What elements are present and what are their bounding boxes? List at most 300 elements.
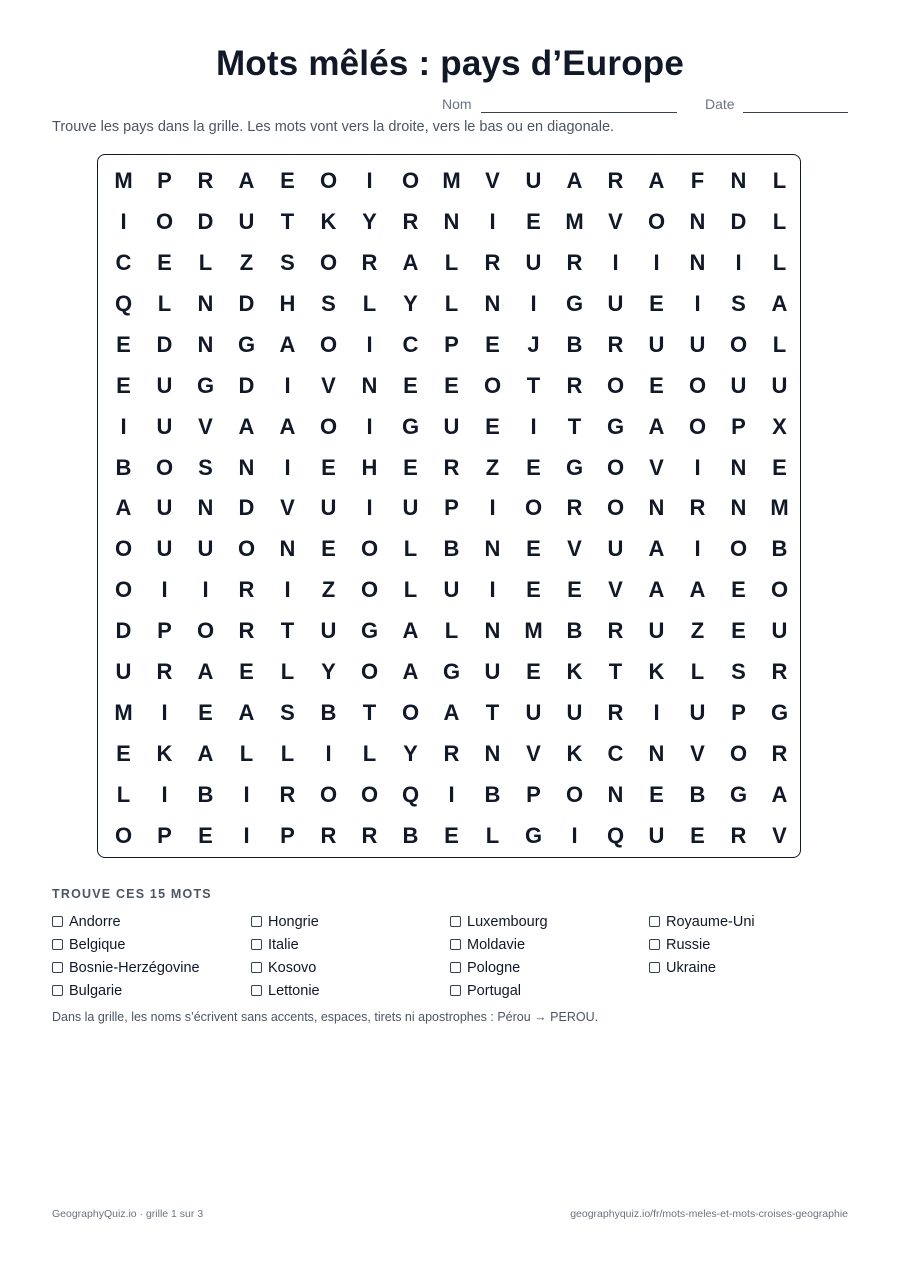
- grid-cell: A: [689, 577, 706, 603]
- grid-cell: V: [608, 209, 623, 235]
- grid-cell: R: [771, 740, 788, 766]
- grid-cell: L: [772, 250, 787, 276]
- grid-cell: I: [120, 413, 127, 439]
- grid-cell: U: [689, 699, 706, 725]
- grid-cell: L: [403, 536, 418, 562]
- grid-cell: A: [197, 659, 214, 685]
- checkbox[interactable]: [649, 939, 660, 950]
- grid-cell: Z: [690, 618, 705, 644]
- grid-cell: U: [156, 495, 173, 521]
- grid-cell: O: [401, 168, 420, 194]
- grid-cell: E: [485, 413, 500, 439]
- word-label: Bulgarie: [69, 982, 123, 999]
- word-item: [649, 956, 848, 979]
- grid-cell: E: [526, 659, 541, 685]
- grid-cell: U: [566, 699, 583, 725]
- grid-cell: O: [155, 209, 174, 235]
- grid-cell: I: [694, 454, 701, 480]
- grid-cell: N: [238, 454, 255, 480]
- word-item: [251, 956, 450, 979]
- grid-cell: I: [120, 209, 127, 235]
- grid-cell: A: [771, 781, 788, 807]
- grid-cell: R: [566, 495, 583, 521]
- word-label: Moldavie: [467, 936, 526, 953]
- grid-cell: G: [442, 659, 461, 685]
- grid-cell: O: [360, 659, 379, 685]
- grid-cell: N: [648, 740, 665, 766]
- grid-cell: L: [772, 168, 787, 194]
- word-label: Italie: [268, 936, 299, 953]
- grid-cell: O: [360, 781, 379, 807]
- word-label: Hongrie: [268, 913, 319, 930]
- grid-cell: D: [238, 495, 255, 521]
- grid-cell: L: [444, 618, 459, 644]
- grid-cell: U: [320, 495, 337, 521]
- word-label: Royaume-Uni: [666, 913, 755, 930]
- grid-cell: O: [237, 536, 256, 562]
- name-label: Nom: [442, 96, 472, 112]
- grid-cell: A: [279, 331, 296, 357]
- grid-cell: L: [772, 331, 787, 357]
- grid-cell: V: [485, 168, 500, 194]
- grid-cell: E: [649, 291, 664, 317]
- word-list: [52, 910, 852, 1006]
- grid-cell: K: [566, 740, 583, 766]
- grid-cell: L: [198, 250, 213, 276]
- grid-cell: Q: [114, 291, 133, 317]
- grid-cell: U: [156, 372, 173, 398]
- grid-cell: O: [606, 454, 625, 480]
- word-item: [52, 956, 251, 979]
- grid-cell: A: [402, 250, 419, 276]
- grid-cell: U: [156, 536, 173, 562]
- grid-cell: R: [607, 618, 624, 644]
- grid-cell: I: [489, 209, 496, 235]
- checkbox[interactable]: [52, 985, 63, 996]
- grid-cell: E: [444, 822, 459, 848]
- grid-cell: E: [403, 372, 418, 398]
- grid-cell: E: [198, 699, 213, 725]
- grid-cell: U: [607, 536, 624, 562]
- grid-cell: V: [690, 740, 705, 766]
- grid-cell: Y: [403, 740, 418, 766]
- grid-cell: P: [157, 822, 172, 848]
- grid-cell: Z: [239, 250, 254, 276]
- grid-cell: A: [566, 168, 583, 194]
- grid-cell: I: [735, 250, 742, 276]
- grid-cell: R: [607, 168, 624, 194]
- grid-cell: O: [483, 372, 502, 398]
- grid-cell: A: [443, 699, 460, 725]
- grid-cell: H: [361, 454, 378, 480]
- grid-cell: O: [647, 209, 666, 235]
- grid-cell: A: [771, 291, 788, 317]
- grid-cell: B: [484, 781, 501, 807]
- checkbox[interactable]: [251, 962, 262, 973]
- grid-cell: F: [690, 168, 705, 194]
- grid-cell: A: [238, 699, 255, 725]
- grid-cell: D: [730, 209, 747, 235]
- grid-cell: I: [489, 577, 496, 603]
- grid-cell: E: [116, 331, 131, 357]
- page-title: Mots mêlés : pays d’Europe: [215, 44, 685, 83]
- grid-cell: N: [689, 209, 706, 235]
- grid-cell: L: [485, 822, 500, 848]
- grid-cell: U: [156, 413, 173, 439]
- grid-cell: I: [284, 454, 291, 480]
- grid-cell: I: [366, 495, 373, 521]
- grid-cell: R: [443, 454, 460, 480]
- grid-cell: X: [772, 413, 787, 439]
- grid-cell: P: [157, 168, 172, 194]
- grid-cell: U: [730, 372, 747, 398]
- grid-cell: L: [280, 740, 295, 766]
- grid-cell: A: [197, 740, 214, 766]
- checkbox[interactable]: [649, 962, 660, 973]
- grid-cell: R: [484, 250, 501, 276]
- grid-cell: I: [694, 536, 701, 562]
- checkbox[interactable]: [450, 985, 461, 996]
- grid-cell: E: [731, 618, 746, 644]
- grid-cell: R: [361, 250, 378, 276]
- grid-cell: O: [606, 495, 625, 521]
- grid-cell: U: [525, 699, 542, 725]
- grid-cell: L: [772, 209, 787, 235]
- grid-cell: U: [648, 822, 665, 848]
- grid-cell: O: [565, 781, 584, 807]
- grid-cell: G: [401, 413, 420, 439]
- grid-cell: R: [238, 618, 255, 644]
- grid-cell: D: [197, 209, 214, 235]
- grid-cell: E: [772, 454, 787, 480]
- name-date-fields: [0, 96, 900, 114]
- word-label: Ukraine: [666, 959, 716, 976]
- grid-cell: T: [485, 699, 500, 725]
- grid-cell: E: [198, 822, 213, 848]
- grid-cell: I: [161, 781, 168, 807]
- grid-cell: L: [239, 740, 254, 766]
- grid-cell: Q: [401, 781, 420, 807]
- date-line: [743, 112, 848, 113]
- grid-cell: R: [156, 659, 173, 685]
- checkbox[interactable]: [251, 939, 262, 950]
- grid-cell: S: [280, 699, 295, 725]
- grid-cell: G: [729, 781, 748, 807]
- grid-cell: N: [279, 536, 296, 562]
- grid-cell: R: [402, 209, 419, 235]
- grid-cell: G: [360, 618, 379, 644]
- grid-cell: P: [444, 331, 459, 357]
- grid-cell: I: [530, 291, 537, 317]
- grid-cell: N: [197, 495, 214, 521]
- grid-cell: R: [443, 740, 460, 766]
- grid-cell: I: [366, 413, 373, 439]
- grid-cell: N: [730, 168, 747, 194]
- grid-cell: N: [361, 372, 378, 398]
- grid-cell: G: [565, 291, 584, 317]
- grid-cell: N: [730, 454, 747, 480]
- grid-cell: D: [156, 331, 173, 357]
- grid-cell: C: [115, 250, 132, 276]
- grid-cell: I: [325, 740, 332, 766]
- grid-cell: N: [484, 536, 501, 562]
- grid-cell: O: [360, 536, 379, 562]
- grid-cell: I: [366, 331, 373, 357]
- grid-cell: K: [320, 209, 337, 235]
- grid-cell: E: [157, 250, 172, 276]
- checkbox[interactable]: [251, 985, 262, 996]
- grid-cell: I: [448, 781, 455, 807]
- grid-cell: A: [402, 659, 419, 685]
- grid-cell: O: [196, 618, 215, 644]
- word-label: Pologne: [467, 959, 521, 976]
- grid-cell: L: [403, 577, 418, 603]
- grid-cell: L: [362, 740, 377, 766]
- grid-cell: E: [280, 168, 295, 194]
- grid-cell: O: [155, 454, 174, 480]
- grid-cell: G: [237, 331, 256, 357]
- grid-cell: V: [526, 740, 541, 766]
- checkbox[interactable]: [450, 939, 461, 950]
- grid-cell: I: [571, 822, 578, 848]
- grid-cell: T: [362, 699, 377, 725]
- grid-cell: A: [238, 413, 255, 439]
- grid-cell: Y: [403, 291, 418, 317]
- grid-cell: R: [566, 250, 583, 276]
- grid-cell: U: [648, 618, 665, 644]
- word-label: Luxembourg: [467, 913, 548, 930]
- grid-cell: E: [526, 209, 541, 235]
- grid-cell: M: [114, 168, 133, 194]
- grid-cell: N: [484, 291, 501, 317]
- grid-cell: T: [280, 618, 295, 644]
- grid-cell: P: [731, 699, 746, 725]
- grid-cell: N: [730, 495, 747, 521]
- grid-cell: O: [319, 168, 338, 194]
- date-label: Date: [705, 96, 735, 112]
- grid-cell: R: [771, 659, 788, 685]
- word-item: [52, 979, 251, 1002]
- grid-cell: O: [770, 577, 789, 603]
- grid-cell: U: [402, 495, 419, 521]
- grid-cell: B: [443, 536, 460, 562]
- grid-cell: U: [197, 536, 214, 562]
- grid-cell: C: [607, 740, 624, 766]
- word-label: Kosovo: [268, 959, 317, 976]
- checkbox[interactable]: [450, 962, 461, 973]
- grid-cell: I: [202, 577, 209, 603]
- grid-cell: O: [401, 699, 420, 725]
- grid-cell: R: [689, 495, 706, 521]
- checkbox[interactable]: [450, 916, 461, 927]
- word-label: Lettonie: [268, 982, 320, 999]
- grid-cell: Z: [321, 577, 336, 603]
- grid-cell: K: [156, 740, 173, 766]
- word-item: [450, 933, 649, 956]
- grid-cell: T: [567, 413, 582, 439]
- grid-cell: I: [284, 577, 291, 603]
- grid-cell: E: [403, 454, 418, 480]
- grid-cell: I: [530, 413, 537, 439]
- grid-cell: N: [197, 331, 214, 357]
- grid-cell: O: [524, 495, 543, 521]
- grid-cell: I: [612, 250, 619, 276]
- grid-cell: V: [321, 372, 336, 398]
- grid-cell: O: [360, 577, 379, 603]
- checkbox[interactable]: [649, 916, 660, 927]
- grid-cell: I: [284, 372, 291, 398]
- grid-cell: E: [526, 454, 541, 480]
- word-item: [450, 910, 649, 933]
- grid-cell: O: [114, 822, 133, 848]
- grid-cell: S: [731, 291, 746, 317]
- word-label: Belgique: [69, 936, 126, 953]
- grid-cell: R: [197, 168, 214, 194]
- checkbox[interactable]: [251, 916, 262, 927]
- grid-cell: G: [606, 413, 625, 439]
- grid-cell: A: [402, 618, 419, 644]
- grid-cell: Q: [606, 822, 625, 848]
- footer-right: geographyquiz.io/fr/mots-meles-et-mots-croises-geographie: [570, 1208, 848, 1220]
- grid-cell: R: [607, 331, 624, 357]
- instructions: Trouve les pays dans la grille. Les mots vont vers la droite, vers le bas ou en diagonale.: [52, 119, 615, 135]
- grid-cell: B: [566, 331, 583, 357]
- grid-note: Dans la grille, les noms s’écrivent sans accents, espaces, tirets ni apostrophes : Pérou → PEROU.: [52, 1010, 599, 1024]
- word-label: Andorre: [69, 913, 121, 930]
- grid-cell: A: [648, 536, 665, 562]
- word-item: [251, 979, 450, 1002]
- grid-cell: E: [116, 372, 131, 398]
- grid-cell: K: [648, 659, 665, 685]
- grid-cell: G: [196, 372, 215, 398]
- grid-cell: I: [366, 168, 373, 194]
- checkbox[interactable]: [52, 962, 63, 973]
- grid-cell: T: [280, 209, 295, 235]
- grid-cell: M: [114, 699, 133, 725]
- grid-cell: K: [566, 659, 583, 685]
- grid-cell: O: [688, 413, 707, 439]
- grid-cell: D: [238, 372, 255, 398]
- grid-cell: V: [567, 536, 582, 562]
- checkbox[interactable]: [52, 916, 63, 927]
- grid-cell: S: [731, 659, 746, 685]
- grid-cell: E: [116, 740, 131, 766]
- grid-cell: Y: [362, 209, 377, 235]
- grid-cell: Y: [321, 659, 336, 685]
- grid-cell: O: [319, 250, 338, 276]
- grid-cell: U: [689, 331, 706, 357]
- grid-cell: R: [238, 577, 255, 603]
- word-item: [251, 933, 450, 956]
- footer-left: GeographyQuiz.io · grille 1 sur 3: [52, 1208, 204, 1220]
- grid-cell: U: [607, 291, 624, 317]
- grid-cell: P: [280, 822, 295, 848]
- grid-cell: U: [771, 372, 788, 398]
- grid-cell: E: [567, 577, 582, 603]
- grid-cell: O: [729, 331, 748, 357]
- word-label: Portugal: [467, 982, 522, 999]
- grid-cell: E: [485, 331, 500, 357]
- grid-cell: M: [770, 495, 789, 521]
- grid-cell: A: [238, 168, 255, 194]
- grid-cell: E: [649, 781, 664, 807]
- grid-cell: D: [115, 618, 132, 644]
- grid-cell: N: [648, 495, 665, 521]
- grid-cell: O: [114, 536, 133, 562]
- grid-cell: L: [280, 659, 295, 685]
- grid-cell: M: [442, 168, 461, 194]
- word-item: [450, 956, 649, 979]
- grid-cell: U: [115, 659, 132, 685]
- grid-cell: N: [484, 740, 501, 766]
- grid-cell: E: [731, 577, 746, 603]
- grid-cell: S: [321, 291, 336, 317]
- checkbox[interactable]: [52, 939, 63, 950]
- grid-cell: I: [243, 781, 250, 807]
- grid-cell: U: [443, 413, 460, 439]
- grid-cell: I: [694, 291, 701, 317]
- grid-cell: E: [690, 822, 705, 848]
- grid-cell: Z: [485, 454, 500, 480]
- grid-cell: B: [566, 618, 583, 644]
- grid-cell: L: [444, 291, 459, 317]
- grid-cell: R: [361, 822, 378, 848]
- word-item: [52, 910, 251, 933]
- grid-cell: N: [607, 781, 624, 807]
- name-line: [481, 112, 677, 113]
- grid-cell: E: [649, 372, 664, 398]
- grid-cell: I: [161, 699, 168, 725]
- grid-cell: L: [362, 291, 377, 317]
- grid-cell: J: [527, 331, 540, 357]
- grid-cell: N: [443, 209, 460, 235]
- grid-cell: P: [526, 781, 541, 807]
- grid-cell: T: [526, 372, 541, 398]
- grid-cell: B: [320, 699, 337, 725]
- grid-cell: R: [607, 699, 624, 725]
- grid-cell: V: [608, 577, 623, 603]
- word-search-grid: [97, 154, 801, 858]
- grid-cell: A: [648, 413, 665, 439]
- grid-cell: B: [197, 781, 214, 807]
- grid-cell: I: [489, 495, 496, 521]
- grid-cell: U: [484, 659, 501, 685]
- word-label: Russie: [666, 936, 711, 953]
- grid-cell: D: [238, 291, 255, 317]
- grid-cell: R: [279, 781, 296, 807]
- grid-cell: S: [198, 454, 213, 480]
- grid-cells: [103, 161, 800, 856]
- grid-cell: A: [279, 413, 296, 439]
- grid-cell: M: [565, 209, 584, 235]
- grid-cell: O: [729, 536, 748, 562]
- grid-cell: E: [321, 454, 336, 480]
- word-item: [52, 933, 251, 956]
- grid-cell: L: [690, 659, 705, 685]
- grid-cell: O: [606, 372, 625, 398]
- grid-cell: U: [771, 618, 788, 644]
- grid-cell: V: [772, 822, 787, 848]
- word-item: [649, 933, 848, 956]
- grid-cell: V: [280, 495, 295, 521]
- grid-cell: N: [197, 291, 214, 317]
- word-item: [450, 979, 649, 1002]
- grid-cell: M: [524, 618, 543, 644]
- grid-cell: S: [280, 250, 295, 276]
- grid-cell: O: [114, 577, 133, 603]
- grid-cell: P: [444, 495, 459, 521]
- grid-cell: A: [115, 495, 132, 521]
